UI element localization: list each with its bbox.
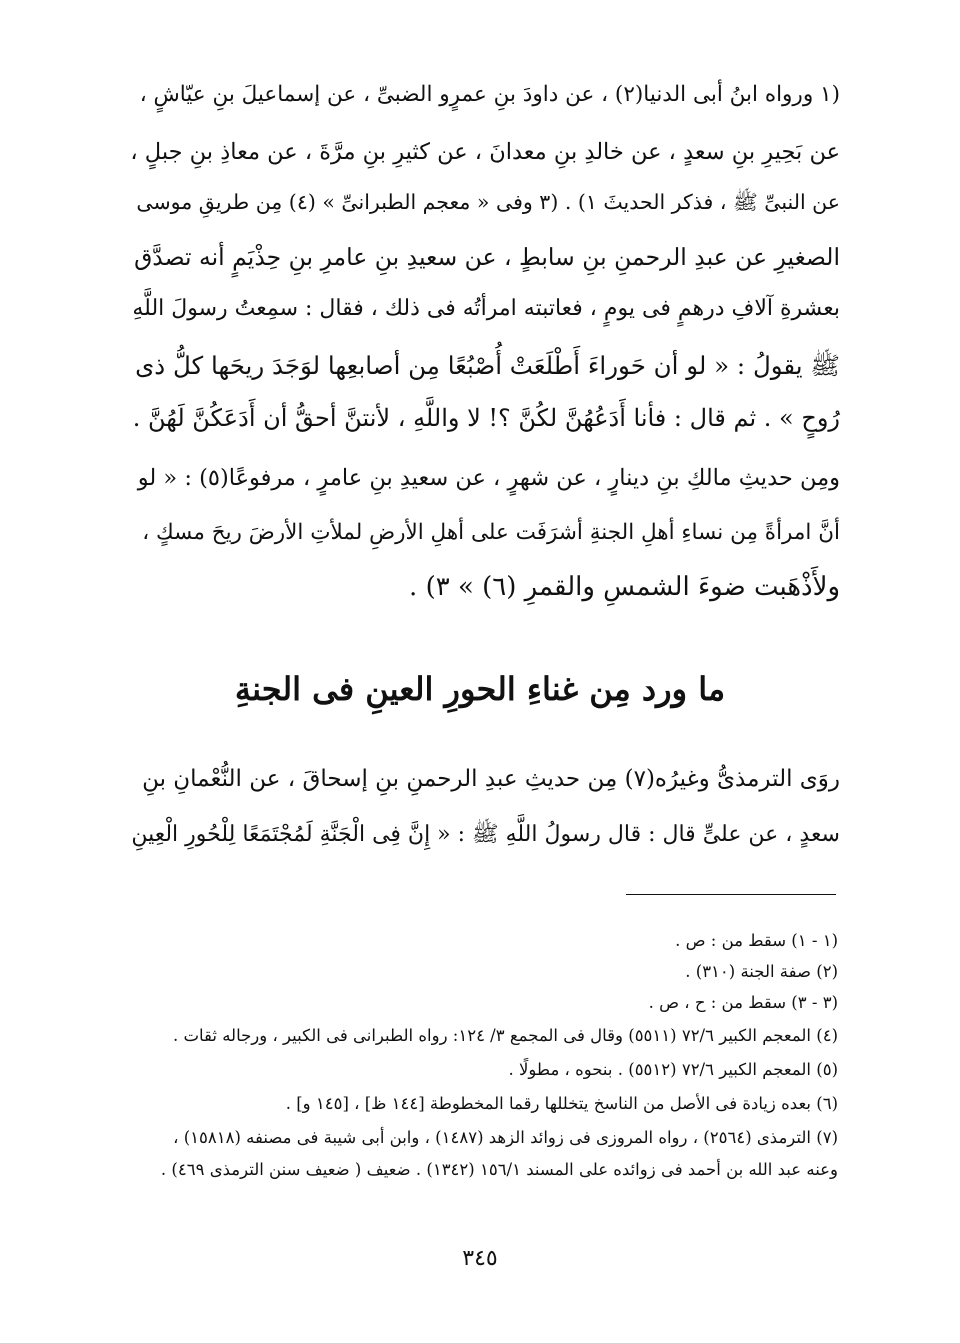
paragraph1-line: رُوحٍ » . ثم قال : فأنا أَدَعُهُنَّ لكُنَّ ؟! لا واللَّهِ ، لأنتنَّ أحقُّ أن أَدَعَكُنَّ لَهُنَّ . (132, 404, 840, 432)
paragraph1-line: عن بَحِيرِ بنِ سعدٍ ، عن خالدِ بنِ معدانَ ، عن كثيرِ بنِ مرَّةَ ، عن معاذِ بنِ جبلٍ ، (130, 139, 840, 165)
page-number: ٣٤٥ (462, 1246, 498, 1271)
paragraph1-line: بعشرةِ آلافِ درهمٍ فى يومٍ ، فعاتبته امرأتُه فى ذلك ، فقال : سمِعتُ رسولَ اللَّهِ (132, 296, 840, 321)
paragraph1-line: الصغيرِ عن عبدِ الرحمنِ بنِ سابطٍ ، عن سعيدِ بنِ عامرِ بنِ حِذْيَمٍ أنه تصدَّق (134, 243, 840, 271)
footnote: وعنه عبد الله بن أحمد فى زوائده على المسند ١٥٦/١ (١٣٤٢) . ضعيف ( ضعيف سنن الترمذى ٤٦٩) . (160, 1160, 838, 1179)
footnote: (٢) صفة الجنة (٣١٠) . (685, 962, 838, 981)
paragraph2-line: ولأَذْهَبت ضوءَ الشمسِ والقمرِ (٦) » ٣) . (409, 572, 840, 602)
footnote: (٣ - ٣) سقط من : ح ، ص . (648, 993, 838, 1012)
footnote-separator (626, 894, 836, 895)
section-heading: ما ورد مِن غناءِ الحورِ العينِ فى الجنةِ (234, 670, 726, 708)
paragraph2-line: أنَّ امرأةً مِن نساءِ أهلِ الجنةِ أشرَفَت على أهلِ الأرضِ لملأتِ الأرضَ ريحَ مسكٍ ، (142, 520, 840, 545)
paragraph3-line: سعدٍ ، عن علىٍّ قال : قال رسولُ اللَّهِ ﷺ : « إِنَّ فِى الْجَنَّةِ لَمُجْتَمَعًا لِلْحُورِ الْعِينِ (131, 822, 840, 847)
paragraph1-line: ﷺ يقولُ : « لو أن حَوراءَ أَطْلَعَتْ أُصْبُعًا مِن أصابعِها لوَجَدَ ريحَها كلُّ ذى (135, 351, 840, 380)
paragraph1-line: (١ ورواه ابنُ أبى الدنيا(٢) ، عن داودَ بنِ عمرٍو الضبىِّ ، عن إسماعيلَ بنِ عيّاشٍ ، (139, 82, 840, 107)
paragraph3-line: روَى الترمذىُّ وغيرُه(٧) مِن حديثِ عبدِ الرحمنِ بنِ إسحاقَ ، عن النُّعْمانِ بنِ (142, 766, 840, 792)
footnote: (٦) بعده زيادة فى الأصل من الناسخ يتخللها رقما المخطوطة [١٤٤ ظ] ، [١٤٥ و] . (285, 1094, 838, 1113)
paragraph2-line: ومِن حديثِ مالكِ بنِ دينارٍ ، عن شهرٍ ، عن سعيدِ بنِ عامرٍ ، مرفوعًا(٥) : « لو (137, 465, 840, 491)
footnote: (٥) المعجم الكبير ٧٢/٦ (٥٥١٢) . بنحوه ، مطولًا . (508, 1060, 838, 1079)
footnote: (١ - ١) سقط من : ص . (675, 931, 838, 950)
paragraph1-line: عن النبىِّ ﷺ ، فذكر الحديثَ ١) . (٣ وفى « معجم الطبرانىِّ » (٤) مِن طريقِ موسى (136, 190, 840, 214)
footnote: (٧) الترمذى (٢٥٦٤) ، رواه المروزى فى زوائد الزهد (١٤٨٧) ، وابن أبى شيبة فى مصنفه (١٥٨١٨) ، (173, 1128, 838, 1147)
footnote: (٤) المعجم الكبير ٧٢/٦ (٥٥١١) وقال فى المجمع ٣/ ١٢٤: رواه الطبرانى فى الكبير ، ورجاله ثقات . (172, 1026, 838, 1045)
